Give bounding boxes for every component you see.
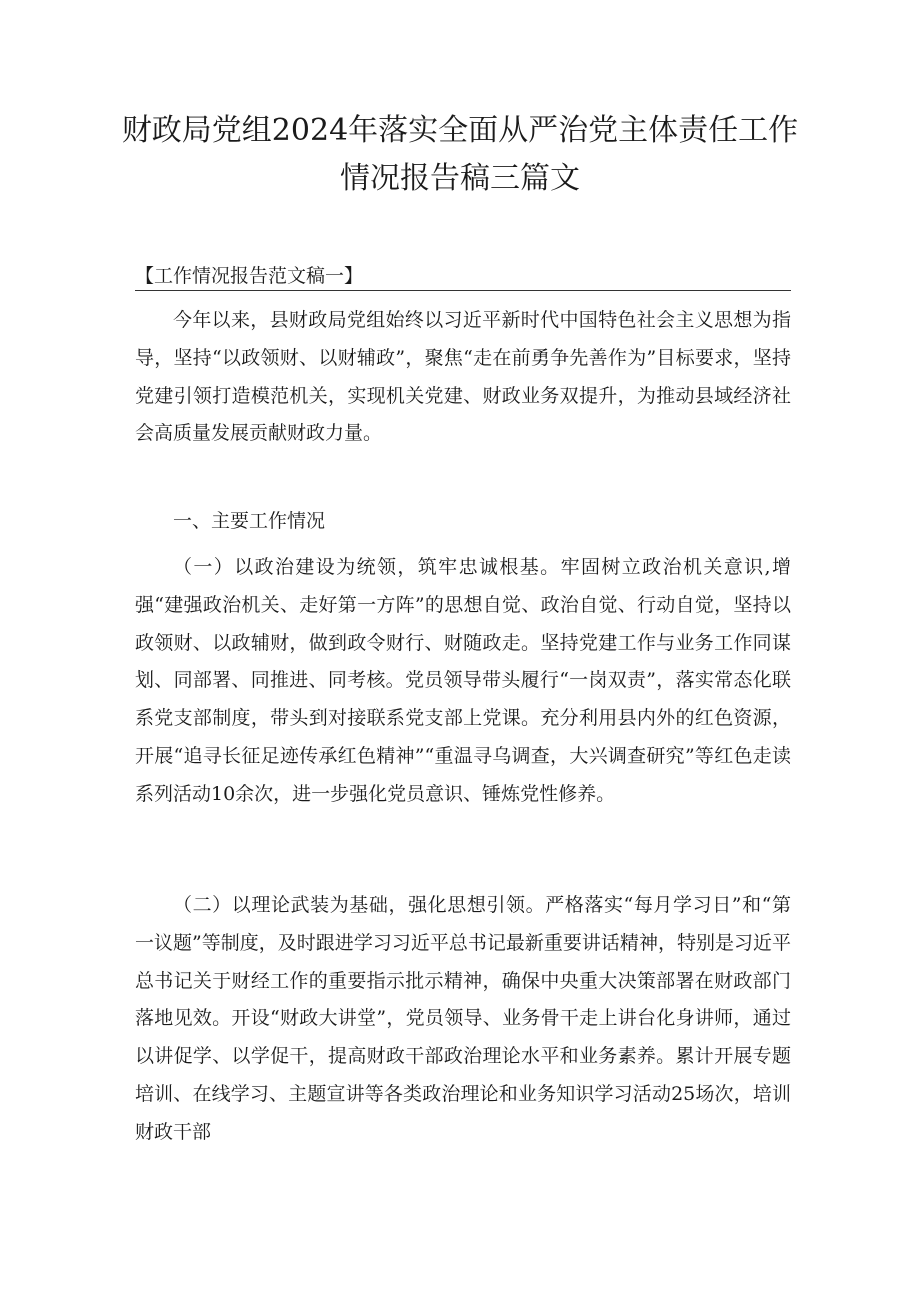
- document-title-line-1: 财政局党组2024年落实全面从严治党主体责任工作: [121, 113, 799, 148]
- document-title-line-2: 情况报告稿三篇文: [340, 161, 580, 196]
- section-label: 【工作情况报告范文稿一】: [135, 265, 364, 287]
- item-1-paragraph-block: [135, 549, 791, 814]
- section-heading-main-work: 一、主要工作情况: [173, 510, 326, 532]
- section-divider: [135, 290, 791, 291]
- item-1-paragraph: （一）以政治建设为统领，筑牢忠诚根基。牢固树立政治机关意识,增强“建强政治机关、走好第一方阵”的思想自觉、政治自觉、行动自觉，坚持以政领财、以政辅财，做到政令财行、财随政走。坚持党建工作与业务工作同谋划、同部署、同推进、同考核。党员领导带头履行“一岗双责”，落实常态化联系党支部制度，带头到对接联系党支部上党课。充分利用县内外的红色资源，开展“追寻长征足迹传承红色精神”“重温寻乌调查，大兴调查研究”等红色走读系列活动10余次，进一步强化党员意识、锤炼党性修养。: [135, 556, 791, 805]
- intro-paragraph-block: [135, 302, 791, 453]
- intro-paragraph: 今年以来，县财政局党组始终以习近平新时代中国特色社会主义思想为指导，坚持“以政领财、以财辅政”，聚焦“走在前勇争先善作为”目标要求，坚持党建引领打造模范机关，实现机关党建、财政业务双提升，为推动县域经济社会高质量发展贡献财政力量。: [135, 309, 791, 445]
- item-2-paragraph-block: [135, 887, 791, 1152]
- item-2-paragraph: （二）以理论武装为基础，强化思想引领。严格落实“每月学习日”和“第一议题”等制度，及时跟进学习习近平总书记最新重要讲话精神，特别是习近平总书记关于财经工作的重要指示批示精神，确保中央重大决策部署在财政部门落地见效。开设“财政大讲堂”，党员领导、业务骨干走上讲台化身讲师，通过以讲促学、以学促干，提高财政干部政治理论水平和业务素养。累计开展专题培训、在线学习、主题宣讲等各类政治理论和业务知识学习活动25场次，培训财政干部: [135, 894, 791, 1143]
- section-heading-block: [135, 503, 791, 541]
